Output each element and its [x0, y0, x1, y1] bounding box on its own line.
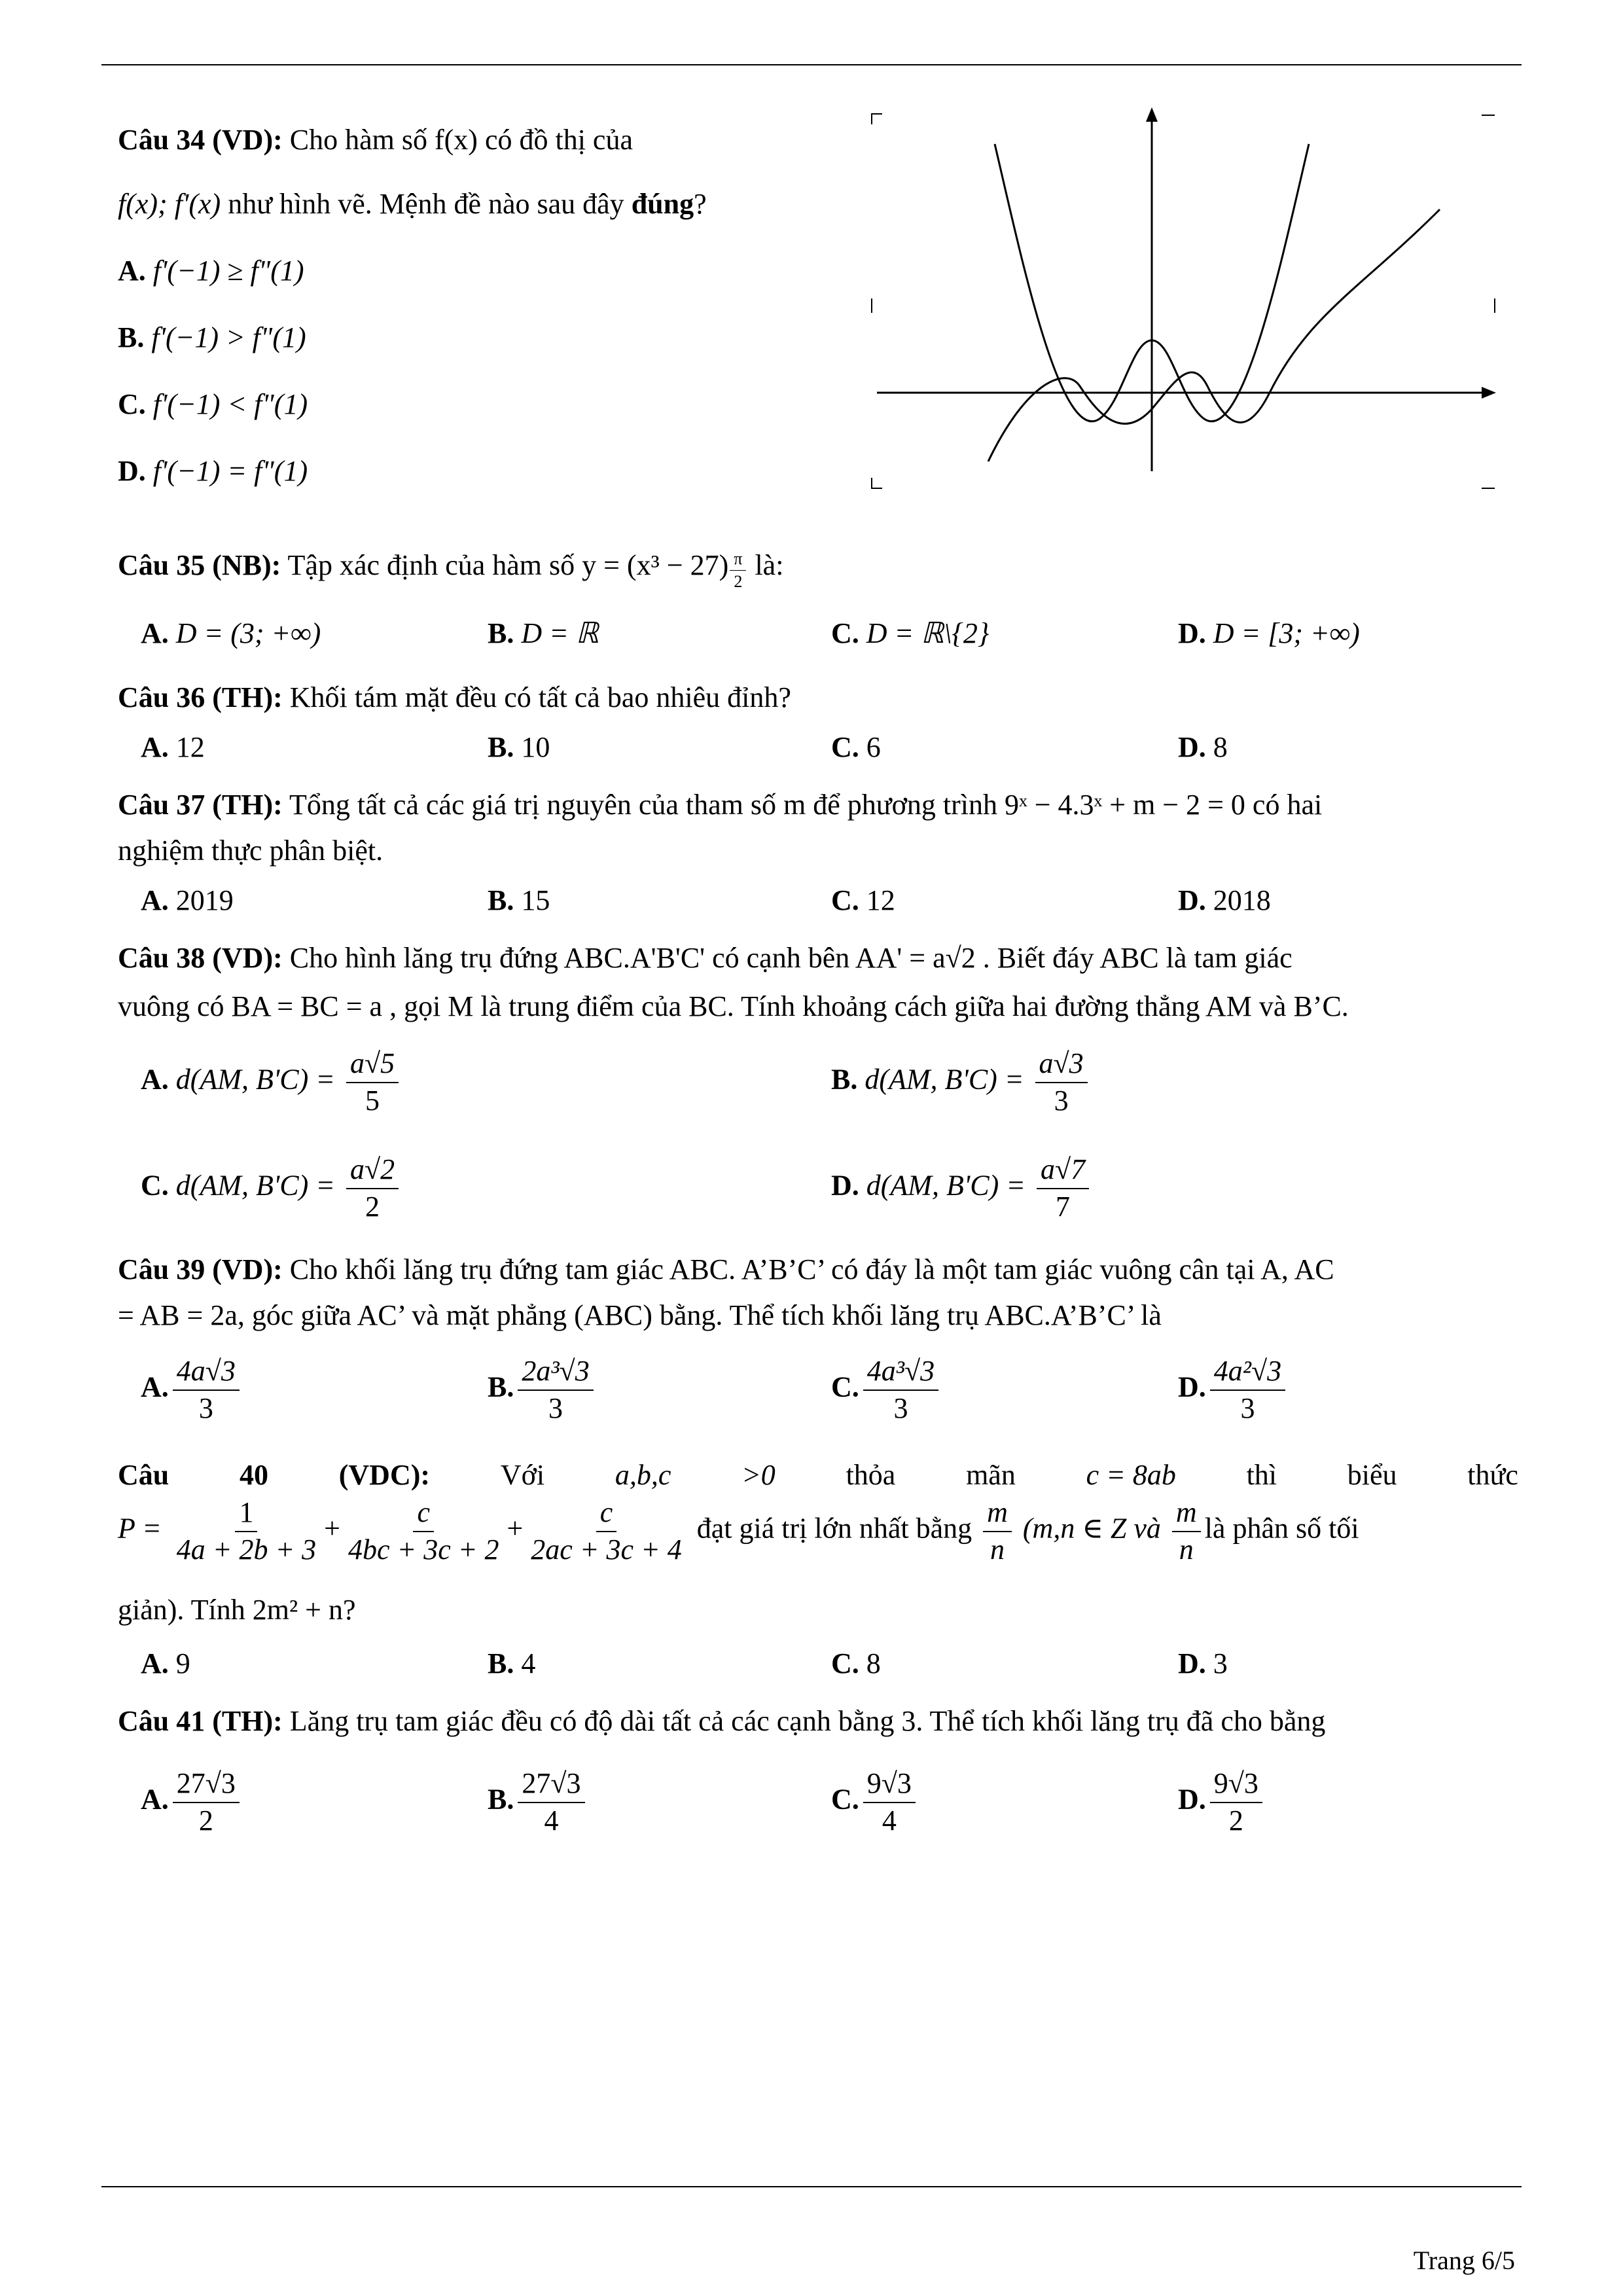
option-fraction [173, 1355, 240, 1425]
q36-head: Câu 36 (TH): [118, 681, 283, 713]
q41-option-b[interactable] [488, 1767, 589, 1837]
fraction-num: 4a²√3 [1210, 1355, 1285, 1391]
q36-option-c[interactable] [831, 730, 881, 765]
option-expr: d(AM, B'C) = [168, 1063, 342, 1096]
fraction-den: 4 [544, 1804, 559, 1837]
q40-option-d[interactable] [1178, 1647, 1228, 1681]
fraction-num: a√5 [346, 1047, 399, 1083]
q34-text2c: đúng [631, 188, 694, 220]
q40-word: a,b,c [615, 1459, 671, 1491]
q40-option-b[interactable] [488, 1647, 535, 1681]
fraction-num: m [983, 1496, 1012, 1532]
q35-exponent [730, 549, 746, 592]
q34-option-b[interactable] [118, 321, 306, 355]
q40-option-c[interactable] [831, 1647, 881, 1681]
fraction-den: 7 [1056, 1190, 1071, 1223]
fraction-num: 9√3 [863, 1767, 916, 1803]
option-text: f'(−1) ≥ f"(1) [145, 255, 304, 287]
q40-word: (VDC): [338, 1459, 431, 1491]
corner-mark [872, 478, 882, 488]
option-text: 12 [168, 731, 205, 763]
option-expr: d(AM, B'C) = [168, 1169, 342, 1202]
option-label: B. [488, 1647, 514, 1679]
option-text: 10 [514, 731, 550, 763]
q34-text2a: f(x); f'(x) [118, 188, 221, 220]
option-label: B. [488, 1371, 514, 1403]
fraction-den: 3 [198, 1391, 213, 1424]
fraction-den: 3 [548, 1391, 563, 1424]
q40-word: c = 8ab [1086, 1459, 1176, 1491]
q35-line [118, 548, 783, 592]
q40-line3 [118, 1593, 355, 1628]
option-label: A. [141, 884, 169, 916]
option-text: 9 [168, 1647, 190, 1679]
fraction-den: 5 [365, 1084, 380, 1117]
fraction-num: a√7 [1037, 1153, 1089, 1189]
option-fraction [346, 1047, 399, 1117]
y-axis-arrow [1146, 107, 1158, 122]
fraction-num: 9√3 [1210, 1767, 1262, 1803]
option-label: D. [1178, 1783, 1206, 1816]
option-fraction [1210, 1355, 1285, 1425]
option-label: D. [1178, 617, 1206, 649]
q40-tail: là phân số tối [1204, 1512, 1359, 1545]
q40-fraction-1 [173, 1496, 320, 1566]
fraction-den: 2 [1228, 1804, 1243, 1837]
option-fraction [1210, 1767, 1262, 1837]
q39-option-c[interactable] [831, 1355, 942, 1425]
q40-fraction-2 [344, 1496, 503, 1566]
page-number: Trang 6/5 [1413, 2246, 1515, 2275]
option-label: A. [118, 255, 146, 287]
option-label: B. [488, 731, 514, 763]
q37-option-a[interactable] [141, 884, 234, 918]
option-text: D = (3; +∞) [168, 617, 321, 649]
q34-text1: Cho hàm số f(x) có đồ thị của [282, 124, 633, 156]
fraction-num: 2a³√3 [518, 1355, 593, 1391]
q34-head: Câu 34 (VD): [118, 124, 283, 156]
q40-word: biểu [1347, 1459, 1397, 1491]
q35-tail: là: [747, 549, 784, 581]
q38-text1: Cho hình lăng trụ đứng ABC.A'B'C' có cạnh bên AA' = a√2 . Biết đáy ABC là tam giác [282, 942, 1293, 974]
q39-option-b[interactable] [488, 1355, 597, 1425]
q34-line1 [118, 123, 633, 158]
option-fraction [863, 1355, 938, 1425]
q37-line2 [118, 834, 383, 869]
footer-rule [101, 2186, 1522, 2187]
option-text: 3 [1205, 1647, 1228, 1679]
option-label: C. [141, 1169, 169, 1202]
fraction-den: 3 [1240, 1391, 1255, 1424]
option-fraction [346, 1153, 399, 1223]
q38-option-d[interactable] [831, 1153, 1093, 1223]
q39-option-d[interactable] [1178, 1355, 1289, 1425]
option-text: f'(−1) = f"(1) [145, 455, 308, 487]
fraction-num: c [596, 1496, 617, 1532]
fraction-den: 4 [882, 1804, 897, 1837]
option-label: C. [831, 1371, 859, 1403]
option-label: A. [141, 1783, 169, 1816]
q40-word: thỏa [846, 1459, 896, 1491]
fraction-num: c [413, 1496, 434, 1532]
q36-option-d[interactable] [1178, 730, 1228, 765]
q35-option-c[interactable] [831, 617, 990, 651]
option-expr: d(AM, B'C) = [859, 1169, 1033, 1202]
q40-word: Câu [118, 1459, 169, 1491]
q38-option-a[interactable] [141, 1047, 402, 1117]
q37-option-c[interactable] [831, 884, 895, 918]
fraction-den: n [990, 1533, 1005, 1566]
option-fraction [173, 1767, 240, 1837]
option-label: D. [1178, 1647, 1206, 1679]
option-fraction [518, 1355, 593, 1425]
option-text: f'(−1) < f"(1) [145, 388, 308, 420]
option-label: A. [141, 1063, 169, 1096]
q40-line1 [118, 1458, 1518, 1493]
q40-word: >0 [741, 1459, 776, 1491]
q35-text: Tập xác định của hàm số y = (x³ − 27) [281, 549, 729, 581]
fraction-den: 4bc + 3c + 2 [348, 1533, 499, 1566]
option-label: B. [488, 884, 514, 916]
q40-plus: + [324, 1512, 340, 1545]
option-fraction [1035, 1047, 1088, 1117]
q39-line2 [118, 1299, 1162, 1333]
q36-text: Khối tám mặt đều có tất cả bao nhiêu đỉnh? [282, 681, 791, 713]
x-axis-arrow [1482, 387, 1496, 399]
q37-option-b[interactable] [488, 884, 550, 918]
option-expr: d(AM, B'C) = [857, 1063, 1031, 1096]
option-label: C. [831, 731, 859, 763]
q34-text2d: ? [694, 188, 707, 220]
option-text: D = [3; +∞) [1205, 617, 1360, 649]
option-text: f'(−1) > f"(1) [144, 321, 306, 353]
fraction-den: 3 [1054, 1084, 1069, 1117]
option-label: A. [141, 1371, 169, 1403]
option-text: D = ℝ [514, 617, 599, 649]
fraction-den: 3 [893, 1391, 908, 1424]
fraction-num: m [1172, 1496, 1201, 1532]
fraction-num: 27√3 [173, 1767, 240, 1803]
option-label: D. [1178, 884, 1206, 916]
header-rule [101, 64, 1522, 65]
q39-text2: = AB = 2a, góc giữa AC’ và mặt phẳng (ABC) bằng. Thể tích khối lăng trụ ABC.A’B’C’ là [118, 1299, 1162, 1331]
option-label: B. [831, 1063, 858, 1096]
q40-mid-text: đạt giá trị lớn nhất bằng [689, 1512, 980, 1545]
option-label: D. [1178, 1371, 1206, 1403]
q40-mn-fraction [1172, 1496, 1201, 1566]
option-fraction [863, 1767, 916, 1837]
q37-head: Câu 37 (TH): [118, 789, 283, 821]
fraction-den: 2 [365, 1190, 380, 1223]
q39-option-a[interactable] [141, 1355, 243, 1425]
q34-text2b: như hình vẽ. Mệnh đề nào sau đây [221, 188, 632, 220]
option-label: D. [831, 1169, 859, 1202]
option-text: 2018 [1205, 884, 1271, 916]
q40-word: 40 [240, 1459, 268, 1491]
fraction-num: a√2 [346, 1153, 399, 1189]
q40-line3-text: giản). Tính 2m² + n? [118, 1594, 356, 1626]
q37-text1: Tổng tất cả các giá trị nguyên của tham số m để phương trình 9ˣ − 4.3ˣ + m − 2 = 0 có hai [282, 789, 1323, 821]
option-text: 12 [859, 884, 895, 916]
q40-condition: (m,n ∈ Z và [1015, 1512, 1168, 1545]
fraction-num: 27√3 [518, 1767, 584, 1803]
q40-fraction-3 [527, 1496, 685, 1566]
fraction-den: n [1179, 1533, 1194, 1566]
q40-word: thức [1467, 1459, 1518, 1491]
option-label: C. [831, 884, 859, 916]
option-label: C. [831, 617, 859, 649]
q41-head: Câu 41 (TH): [118, 1705, 283, 1737]
fraction-den: 2ac + 3c + 4 [531, 1533, 682, 1566]
q40-word: Với [500, 1459, 545, 1491]
fraction-num: 1 [235, 1496, 257, 1532]
option-label: D. [118, 455, 146, 487]
q41-option-a[interactable] [141, 1767, 243, 1837]
option-label: A. [141, 1647, 169, 1679]
q38-line2 [118, 990, 1349, 1024]
fraction-den: 2 [198, 1804, 213, 1837]
option-fraction [1037, 1153, 1089, 1223]
q41-line [118, 1704, 1325, 1739]
q40-word: mãn [966, 1459, 1016, 1491]
option-label: A. [141, 731, 169, 763]
q37-text2: nghiệm thực phân biệt. [118, 834, 383, 867]
q34-option-c[interactable] [118, 387, 308, 422]
q36-line [118, 681, 791, 715]
option-text: 6 [859, 731, 881, 763]
curve-f-prime [988, 209, 1440, 461]
option-label: C. [831, 1783, 859, 1816]
q37-line1 [118, 788, 1322, 823]
option-fraction [518, 1767, 584, 1837]
q41-text: Lăng trụ tam giác đều có độ dài tất cả các cạnh bằng 3. Thể tích khối lăng trụ đã cho bằng [282, 1705, 1326, 1737]
q39-line1 [118, 1253, 1334, 1287]
option-label: D. [1178, 731, 1206, 763]
q38-option-b[interactable] [831, 1047, 1092, 1117]
q40-mn-fraction [983, 1496, 1012, 1566]
q36-option-a[interactable] [141, 730, 205, 765]
q40-plus: + [507, 1512, 524, 1545]
fraction-num: 4a³√3 [863, 1355, 938, 1391]
q38-option-c[interactable] [141, 1153, 402, 1223]
q40-option-a[interactable] [141, 1647, 190, 1681]
option-label: B. [488, 1783, 514, 1816]
option-text: D = ℝ\{2} [859, 617, 990, 649]
option-text: 15 [514, 884, 550, 916]
option-label: C. [831, 1647, 859, 1679]
option-text: 4 [514, 1647, 536, 1679]
corner-mark [872, 114, 882, 124]
option-label: A. [141, 617, 169, 649]
fraction-num: a√3 [1035, 1047, 1088, 1083]
q40-line2 [118, 1496, 1359, 1566]
q40-word: thì [1246, 1459, 1277, 1491]
q35-option-d[interactable] [1178, 617, 1360, 651]
exponent-den: 2 [734, 572, 743, 592]
q39-text1: Cho khối lăng trụ đứng tam giác ABC. A’B’C’ có đáy là một tam giác vuông cân tại A, AC [282, 1253, 1334, 1285]
option-text: 2019 [168, 884, 234, 916]
exponent-num: π [730, 549, 746, 571]
q35-head: Câu 35 (NB): [118, 549, 281, 581]
q37-option-d[interactable] [1178, 884, 1271, 918]
fraction-den: 4a + 2b + 3 [176, 1533, 317, 1566]
q39-head: Câu 39 (VD): [118, 1253, 283, 1285]
option-label: B. [118, 321, 145, 353]
q38-text2: vuông có BA = BC = a , gọi M là trung điểm của BC. Tính khoảng cách giữa hai đường thẳng AM và B’C. [118, 990, 1349, 1022]
q41-option-d[interactable] [1178, 1767, 1266, 1837]
option-label: C. [118, 388, 146, 420]
q36-option-b[interactable] [488, 730, 550, 765]
q34-option-a[interactable] [118, 254, 304, 289]
option-text: 8 [859, 1647, 881, 1679]
q34-option-d[interactable] [118, 454, 308, 489]
q34-line2 [118, 187, 707, 222]
q35-option-b[interactable] [488, 617, 599, 651]
q40-p-label: P = [118, 1512, 169, 1545]
q38-head: Câu 38 (VD): [118, 942, 283, 974]
fraction-num: 4a√3 [173, 1355, 240, 1391]
option-text: 8 [1205, 731, 1228, 763]
q35-option-a[interactable] [141, 617, 321, 651]
option-label: B. [488, 617, 514, 649]
q34-graph [864, 105, 1518, 497]
q41-option-c[interactable] [831, 1767, 919, 1837]
q38-line1 [118, 941, 1293, 976]
